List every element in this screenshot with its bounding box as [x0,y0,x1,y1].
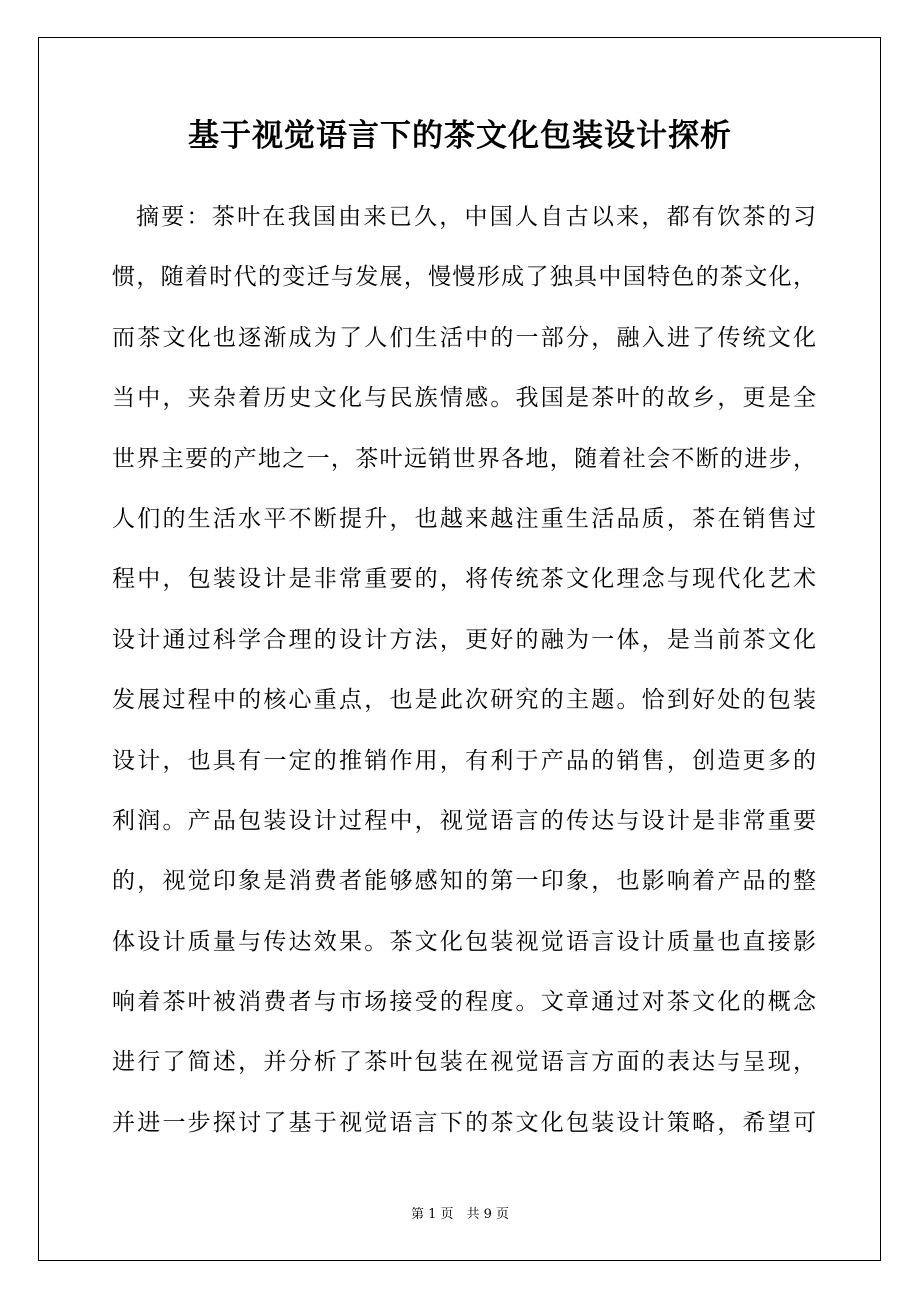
text-line: 的，视觉印象是消费者能够感知的第一印象，也影响着产品的整 [112,868,816,895]
text-line: 进行了简述，并分析了茶叶包装在视觉语言方面的表达与呈现， [112,1049,816,1076]
text-line: 人们的生活水平不断提升，也越来越注重生活品质，茶在销售过 [112,505,816,532]
page-footer: 第 1 页 共 9 页 [410,1207,510,1222]
text-line: 发展过程中的核心重点，也是此次研究的主题。恰到好处的包装 [112,687,816,714]
text-line: 世界主要的产地之一，茶叶远销世界各地，随着社会不断的进步， [112,445,816,472]
text-line: 惯，随着时代的变迁与发展，慢慢形成了独具中国特色的茶文化， [112,264,816,291]
text-line: 响着茶叶被消费者与市场接受的程度。文章通过对茶文化的概念 [112,989,816,1016]
text-line: 而茶文化也逐渐成为了人们生活中的一部分，融入进了传统文化 [112,324,816,351]
document-title: 基于视觉语言下的茶文化包装设计探析 [188,118,732,154]
text-line: 程中，包装设计是非常重要的，将传统茶文化理念与现代化艺术 [112,566,816,593]
text-line: 利润。产品包装设计过程中，视觉语言的传达与设计是非常重要 [112,807,816,834]
text-line: 当中，夹杂着历史文化与民族情感。我国是茶叶的故乡，更是全 [112,385,816,412]
text-line: 设计，也具有一定的推销作用，有利于产品的销售，创造更多的 [112,747,816,774]
text-line: 并进一步探讨了基于视觉语言下的茶文化包装设计策略，希望可 [112,1109,816,1136]
text-line: 体设计质量与传达效果。茶文化包装视觉语言设计质量也直接影 [112,928,816,955]
text-line: 摘要：茶叶在我国由来已久，中国人自古以来，都有饮茶的习 [136,204,816,230]
abstract-paragraph [112,195,816,1161]
text-line: 设计通过科学合理的设计方法，更好的融为一体，是当前茶文化 [112,626,816,653]
